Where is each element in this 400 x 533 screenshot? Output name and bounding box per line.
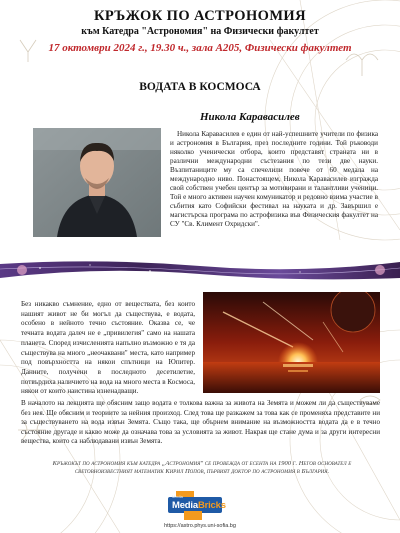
logo-media-text: Media bbox=[172, 500, 198, 511]
logo-small-text: Media bbox=[172, 494, 183, 499]
talk-title: ВОДАТА В КОСМОСА bbox=[139, 81, 261, 93]
speaker-name: Никола Каравасилев bbox=[200, 111, 300, 123]
lecture-description: В началото на лекцията ще обясним защо водата е толкова важна за живота на Земята и можем ли да съществуваме без нея. Ще обясним и теориите за нейния произход. След това ще разкажем за това как се променяха представите ни за съществуването на вода извън Земята. Също така, ще обърнем внимание на възможността водата да е в течно състояние другаде и какво може да означава това за условията за живот. Накрая ще стане дума и за други интересни вещества, които са наблюдавани извън Земята. bbox=[21, 399, 380, 446]
circle-title: КРЪЖОК ПО АСТРОНОМИЯ bbox=[94, 8, 306, 24]
department-subtitle: към Катедра "Астрономия" на Физически факултет bbox=[81, 26, 319, 37]
speaker-bio: Никола Каравасилев е един от най-успешните учители по физика и астрономия в България, през последните години. Той ръководи няколко ученически отбора, които представят страната ни в различни международни състезания по тези две науки. Възпитаниците му са спечелили повече от 60 медала на международно ниво. Понастоящем, Никола Каравасилев изгражда свой собствен учебен център за мотивирани и талантливи ученици. Той е много активен научен комуникатор и редовно взима участие в събития като Софийски фестивал на науката и др. Завършил е магистърска програма по астрофизика във Физическия факултет на СУ "Св. Климент Охридски". bbox=[170, 130, 378, 229]
mediabricks-logo bbox=[162, 491, 234, 521]
website-link[interactable]: https://astro.phys.uni-sofia.bg bbox=[164, 523, 236, 529]
planet-comet-image bbox=[203, 292, 380, 393]
aries-symbol bbox=[346, 54, 378, 76]
circle-history-note: Кръжокът по астрономия към катедра „Астрономия" се провежда от есента на 1900 г. Негов основател е световноизвестният математик Кирил Попов, първият доктор по астрономия в България. bbox=[52, 460, 352, 476]
logo-bricks-text: Bricks bbox=[197, 500, 226, 511]
intro-paragraph: Без никакво съмнение, едно от веществата, без които нашият живот не би могъл да съществува, е водата, особено в нейното течно състояние. Оказва се, че течната водата далеч не е „привилегия" само на нашата планета. Според изчисленията напълно възможно е тя да съществува на много „неочаквани" места, като например под повърхността на някои спътници на Юпитер. Данните, получени в последното десетилетие, потвърдиха наличието на вода на много места в Космоса, някои от които наистина изненадващи. bbox=[21, 300, 195, 396]
logo-wordmark bbox=[172, 500, 226, 511]
wave-banner bbox=[0, 256, 400, 282]
speaker-photo bbox=[33, 128, 161, 237]
event-date-location: 17 октомври 2024 г., 19.30 ч., зала А205, Физически факултет bbox=[48, 42, 352, 54]
event-header bbox=[0, 8, 400, 54]
